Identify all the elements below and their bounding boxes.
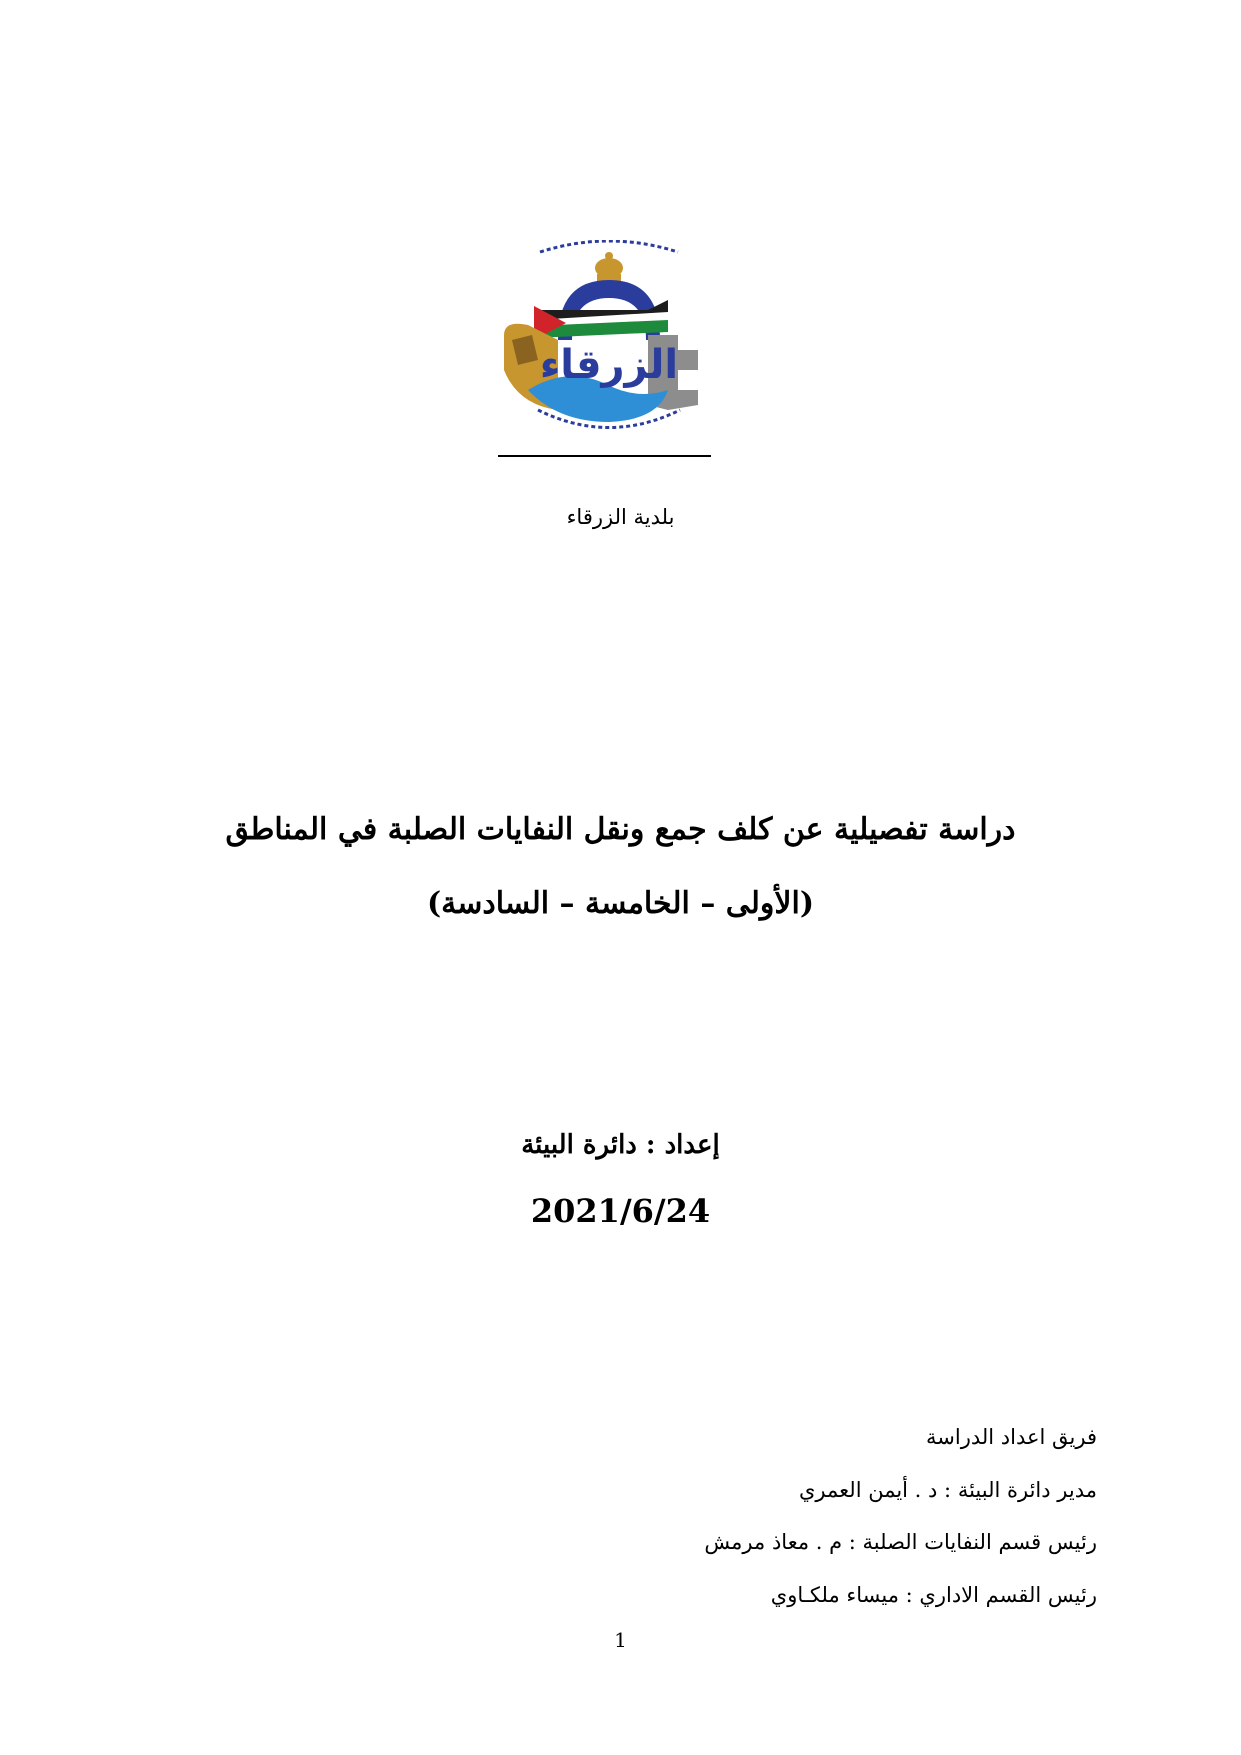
team-heading: فريق اعداد الدراسة — [926, 1425, 1097, 1449]
document-date: 2021/6/24 — [530, 1192, 711, 1230]
prepared-by: إعداد : دائرة البيئة — [521, 1130, 720, 1160]
team-member-admin-head: رئيس القسم الاداري : ميساء ملكـاوي — [770, 1583, 1097, 1607]
logo-emblem-icon — [498, 240, 720, 452]
team-member-solid-waste-head: رئيس قسم النفايات الصلبة : م . معاذ مرمش — [704, 1530, 1097, 1554]
municipality-name: بلدية الزرقاء — [566, 505, 675, 529]
svg-text:الزرقاء: الزرقاء — [539, 342, 679, 388]
document-title-line-1: دراسة تفصيلية عن كلف جمع ونقل النفايات الصلبة في المناطق — [225, 812, 1016, 847]
document-title-line-2: (الأولى – الخامسة – السادسة) — [426, 886, 815, 921]
team-member-director: مدير دائرة البيئة : د . أيمن العمري — [799, 1478, 1097, 1502]
municipality-logo — [498, 240, 720, 452]
page-number: 1 — [614, 1628, 627, 1652]
logo-underline — [498, 455, 711, 457]
